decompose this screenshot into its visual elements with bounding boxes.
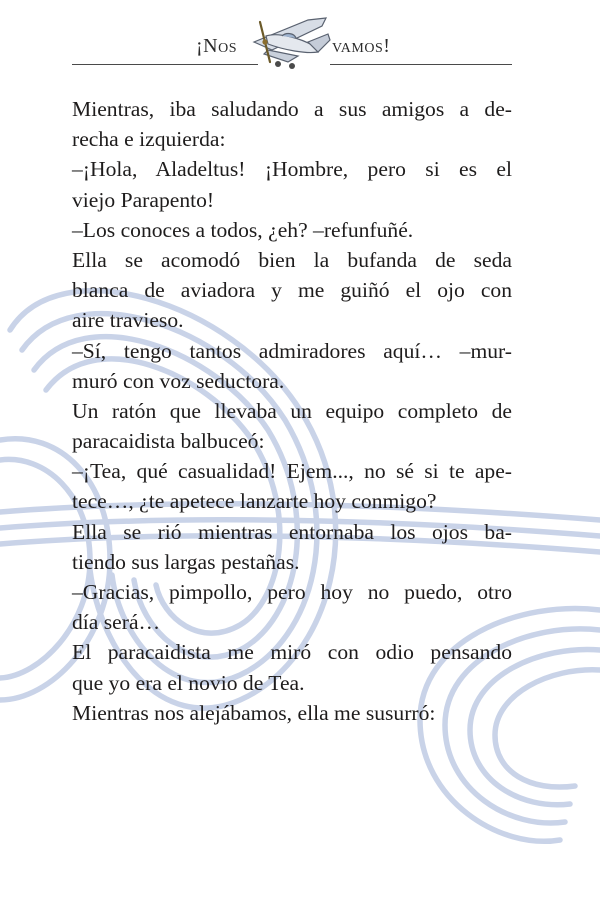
text-line: Ella se rió mientras entornaba los ojos ba- xyxy=(72,519,512,544)
text-line: Mientras nos alejábamos, ella me susurró: xyxy=(72,700,436,725)
text-line: blanca de aviadora y me guiñó el ojo con xyxy=(72,278,512,303)
text-line: El paracaidista me miró con odio pensando xyxy=(72,640,512,665)
text-line: Mientras, iba saludando a sus amigos a de- xyxy=(72,97,512,121)
text-line: muró con voz seductora. xyxy=(72,368,285,393)
body-text xyxy=(72,94,512,728)
text-line: tiendo sus largas pestañas. xyxy=(72,549,300,574)
text-line: tece…, ¿te apetece lanzarte hoy conmigo? xyxy=(72,489,437,514)
text-line: que yo era el novio de Tea. xyxy=(72,670,305,695)
header-title-left: ¡Nos xyxy=(196,35,237,57)
text-line: aire travieso. xyxy=(72,308,184,333)
text-line: día será… xyxy=(72,610,161,635)
text-line: Ella se acomodó bien la bufanda de seda xyxy=(72,247,512,272)
text-line: paracaidista balbuceó: xyxy=(72,429,265,454)
text-line: –Gracias, pimpollo, pero hoy no puedo, otro xyxy=(72,580,512,604)
airplane-icon xyxy=(248,12,334,74)
header-title-right: vamos! xyxy=(332,35,391,57)
text-line: –Los conoces a todos, ¿eh? –refunfuñé. xyxy=(72,217,414,242)
text-line: –¡Tea, qué casualidad! Ejem..., no sé si te ape- xyxy=(72,459,512,484)
header-rule-right xyxy=(330,64,512,65)
text-line: Un ratón que llevaba un equipo completo de xyxy=(72,398,512,423)
text-line: –¡Hola, Aladeltus! ¡Hombre, pero si es el xyxy=(72,157,512,182)
header-rule-left xyxy=(72,64,258,65)
text-line: viejo Parapento! xyxy=(72,187,215,212)
text-line: –Sí, tengo tantos admiradores aquí… –mur- xyxy=(72,338,512,363)
text-line: recha e izquierda: xyxy=(72,127,226,152)
running-header xyxy=(0,0,600,80)
